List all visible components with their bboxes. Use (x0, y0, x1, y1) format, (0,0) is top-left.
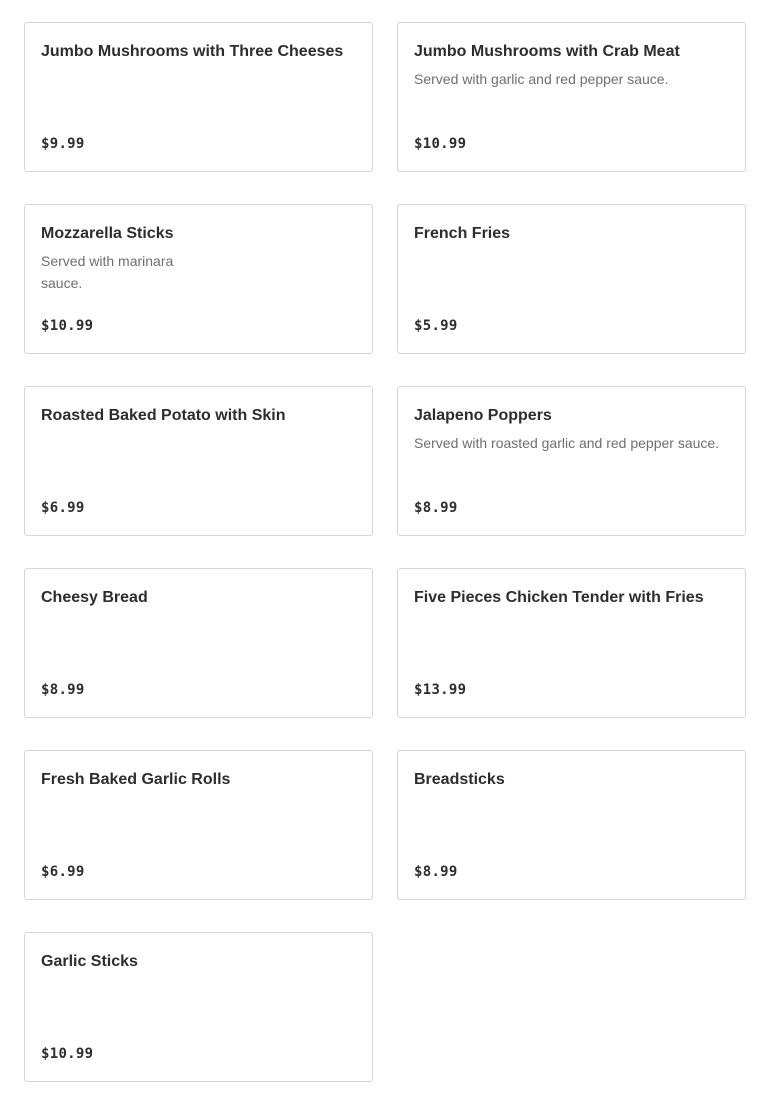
item-description: Served with marinara sauce. (41, 253, 174, 291)
menu-item-card[interactable] (397, 386, 746, 536)
item-name: Jumbo Mushrooms with Crab Meat (414, 43, 680, 60)
item-price: $13.99 (414, 682, 467, 698)
menu-item-card[interactable] (24, 568, 373, 718)
menu-item-grid (24, 22, 746, 1082)
item-name: Five Pieces Chicken Tender with Fries (414, 589, 704, 606)
item-name: French Fries (414, 225, 511, 242)
item-price: $6.99 (41, 864, 85, 880)
menu-item-card[interactable] (397, 750, 746, 900)
menu-item-card[interactable] (24, 22, 373, 172)
item-name: Cheesy Bread (41, 589, 148, 606)
item-price: $8.99 (414, 864, 458, 880)
menu-item-card[interactable] (24, 750, 373, 900)
item-price: $8.99 (41, 682, 85, 698)
item-name: Roasted Baked Potato with Skin (41, 407, 286, 424)
item-price: $10.99 (41, 1046, 94, 1062)
item-price: $9.99 (41, 136, 85, 152)
item-description: Served with garlic and red pepper sauce. (414, 71, 669, 87)
item-name: Jalapeno Poppers (414, 407, 552, 424)
menu-item-card[interactable] (397, 204, 746, 354)
item-name: Garlic Sticks (41, 953, 138, 970)
item-description: Served with roasted garlic and red pepper sauce. (414, 435, 720, 451)
menu-item-card[interactable] (397, 568, 746, 718)
menu-item-card[interactable] (24, 932, 373, 1082)
item-name: Breadsticks (414, 771, 505, 788)
item-price: $10.99 (41, 318, 94, 334)
item-name: Jumbo Mushrooms with Three Cheeses (41, 43, 344, 60)
menu-item-card[interactable] (24, 386, 373, 536)
item-price: $10.99 (414, 136, 467, 152)
menu-item-card[interactable] (24, 204, 373, 354)
item-price: $6.99 (41, 500, 85, 516)
menu-item-card[interactable] (397, 22, 746, 172)
item-price: $5.99 (414, 318, 458, 334)
item-name: Mozzarella Sticks (41, 225, 174, 242)
item-name: Fresh Baked Garlic Rolls (41, 771, 231, 788)
item-price: $8.99 (414, 500, 458, 516)
